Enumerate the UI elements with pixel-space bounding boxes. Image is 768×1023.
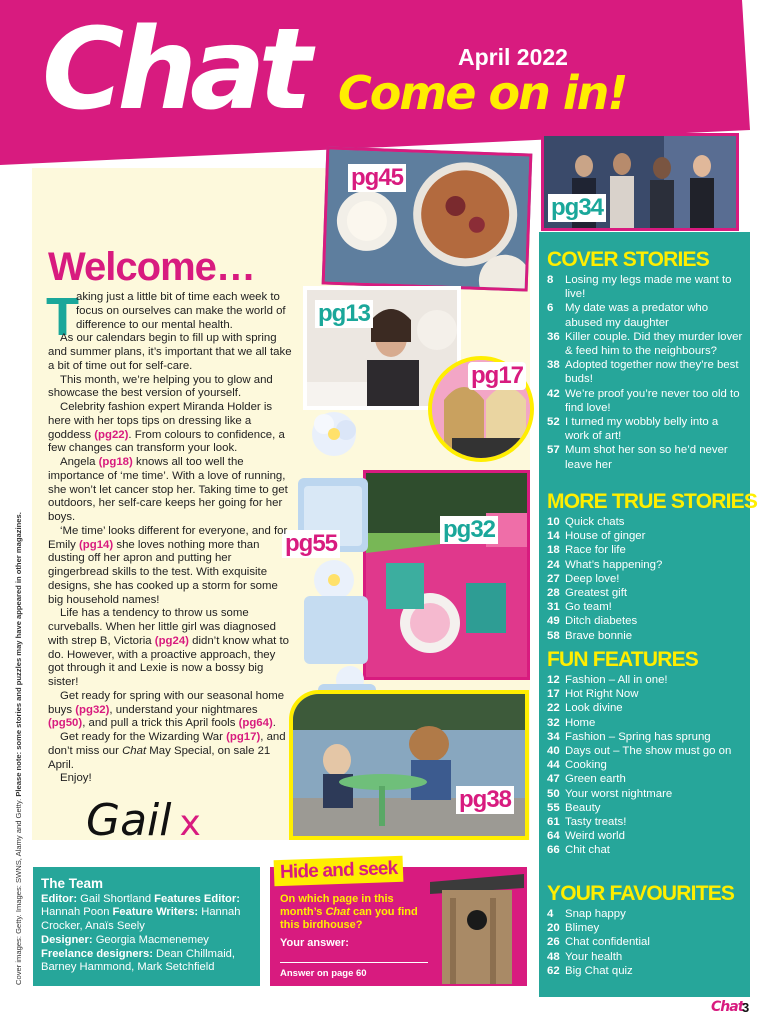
contents-item-title: We’re proof you’re never too old to find love! <box>565 387 740 414</box>
your-favourites-title: YOUR FAVOURITES <box>547 882 735 905</box>
welcome-paragraph: ‘Me time’ looks different for everyone, and for Emily (pg14) she loves nothing more than dusting off her apron and putting her gingerbread skills to the test. With exquisite designs, she has cooked up a storm for some big household names! <box>48 524 288 606</box>
contents-page-number: 6 <box>547 302 554 315</box>
editor-signature: Gail x <box>86 795 201 846</box>
contents-page-number: 12 <box>547 674 560 686</box>
contents-item-title: Losing my legs made me want to live! <box>565 274 732 301</box>
contents-item <box>547 273 745 301</box>
contents-item-title: Mum shot her son so he’d never leave her <box>565 444 728 471</box>
page-reference: (pg64) <box>238 717 273 730</box>
contents-page-number: 40 <box>547 745 560 758</box>
more-true-stories-title: MORE TRUE STORIES <box>547 490 758 513</box>
page-label-friends: pg17 <box>468 362 526 390</box>
page-label-crumble: pg45 <box>348 164 406 192</box>
contents-page-number: 50 <box>547 787 560 800</box>
contents-item <box>547 907 745 921</box>
contents-page-number: 36 <box>547 330 560 343</box>
contents-page-number: 64 <box>547 830 560 843</box>
welcome-paragraph: Angela (pg18) knows all too well the importance of ‘me time’. With a love of running, she won’t let cancer stop her. Taking time to get outdoors, her self-care keeps her going for her boys. <box>48 456 288 523</box>
welcome-signoff: Enjoy! <box>60 772 92 785</box>
contents-item <box>547 815 745 829</box>
contents-page-number: 14 <box>547 530 560 543</box>
picnic-photo <box>363 470 530 680</box>
contents-item-title: Days out – The show must go on <box>565 745 732 758</box>
contents-item-title: Greatest gift <box>565 587 628 600</box>
magazine-logo: Chat <box>42 5 306 135</box>
contents-item <box>547 950 745 964</box>
contents-item-title: Deep love! <box>565 572 620 585</box>
contents-page-number: 26 <box>547 936 560 949</box>
contents-page-number: 24 <box>547 558 560 571</box>
fun-features-title: FUN FEATURES <box>547 648 699 671</box>
contents-page-number: 42 <box>547 387 560 400</box>
contents-item <box>547 829 745 843</box>
welcome-paragraph: Get ready for the Wizarding War (pg17), and don’t miss our Chat May Special, on sale 21 April. <box>48 731 286 771</box>
page-reference: (pg22) <box>94 428 129 441</box>
page-label-perfume: pg55 <box>282 530 340 558</box>
contents-page-number: 38 <box>547 359 560 372</box>
answer-label: Your answer: <box>280 937 349 949</box>
page-reference: (pg14) <box>79 538 114 551</box>
welcome-body <box>46 287 294 786</box>
footer-logo: Chat <box>711 999 744 1015</box>
page-reference: (pg17) <box>226 731 261 743</box>
contents-item <box>547 330 745 358</box>
contents-item <box>547 772 745 786</box>
contents-item <box>547 614 745 628</box>
contents-item-title: Look divine <box>565 702 623 715</box>
contents-page-number: 48 <box>547 950 560 963</box>
contents-item-title: Fashion – Spring has sprung <box>565 730 711 743</box>
perfume-photo <box>290 400 378 718</box>
contents-page-number: 22 <box>547 702 560 715</box>
contents-item-title: Home <box>565 716 596 729</box>
contents-item <box>547 701 745 715</box>
contents-page-number: 20 <box>547 922 560 935</box>
contents-item-title: Fashion – All in one! <box>565 674 668 686</box>
contents-item <box>547 515 745 529</box>
contents-item-title: Race for life <box>565 544 626 557</box>
contents-item-title: Beauty <box>565 801 601 814</box>
team-credits: Editor: Gail Shortland Features Editor: Hannah Poon Feature Writers: Hannah Crocker, Anaïs Seely Designer: Georgia Macmenemey Freelance designers: Dean Chillmaid, Barney Hammond, Mark Setchfield <box>41 892 241 974</box>
contents-item <box>547 716 745 730</box>
contents-item-title: House of ginger <box>565 530 646 543</box>
birdhouse-image <box>428 868 526 984</box>
contents-item <box>547 529 745 543</box>
contents-page-number: 4 <box>547 908 554 920</box>
contents-item-title: Snap happy <box>565 908 626 920</box>
contents-page-number: 10 <box>547 516 560 528</box>
page-label-picnic: pg32 <box>440 516 498 544</box>
contents-item-title: Ditch diabetes <box>565 615 638 628</box>
contents-page-number: 61 <box>547 816 560 829</box>
contents-item <box>547 921 745 935</box>
contents-page-number: 18 <box>547 544 560 557</box>
hide-and-seek-question: On which page in this month’s Chat can you find this birdhouse? <box>280 893 418 932</box>
welcome-paragraph: As our calendars begin to fill up with spring and summer plans, it’s important that we all take a bit of time out for self-care. <box>48 332 292 372</box>
your-favourites-list <box>547 907 745 978</box>
contents-item <box>547 787 745 801</box>
contents-item-title: Killer couple. Did they murder lover & feed him to the neighbours? <box>565 330 743 358</box>
drop-cap: T <box>46 287 79 347</box>
contents-item <box>547 586 745 600</box>
contents-item-title: Go team! <box>565 601 612 614</box>
contents-page-number: 52 <box>547 416 560 429</box>
contents-page-number: 62 <box>547 964 560 977</box>
contents-item <box>547 629 745 643</box>
contents-item <box>547 801 745 815</box>
page-tagline: Come on in! <box>338 66 627 120</box>
contents-page-number: 31 <box>547 601 560 614</box>
dog-photo <box>289 690 529 840</box>
contents-item <box>547 301 745 329</box>
cover-stories-list <box>547 273 745 472</box>
contents-page-number: 66 <box>547 844 560 857</box>
contents-item <box>547 744 745 758</box>
team-title: The Team <box>41 876 104 891</box>
page-number: 3 <box>742 1000 750 1015</box>
page-reference: (pg50) <box>48 717 83 730</box>
contents-item <box>547 358 745 386</box>
contents-item-title: Adopted together now they’re best buds! <box>565 359 739 386</box>
contents-page-number: 49 <box>547 615 560 628</box>
contents-item <box>547 758 745 772</box>
team-box <box>33 867 260 986</box>
contents-item-title: Chat confidential <box>565 936 650 949</box>
contents-item-title: Blimey <box>565 922 600 935</box>
contents-page-number: 57 <box>547 444 560 457</box>
contents-page-number: 28 <box>547 587 560 600</box>
answer-page-note: Answer on page 60 <box>280 968 367 979</box>
contents-page-number: 34 <box>547 730 560 743</box>
contents-item <box>547 387 745 415</box>
cover-stories-title: COVER STORIES <box>547 248 709 271</box>
welcome-paragraph: Get ready for spring with our seasonal home buys (pg32), understand your nightmares (pg50), and pull a trick this April fools (pg64). <box>48 689 285 730</box>
image-credit: Cover images: Getty. Images: SWNS, Alamy and Getty. Please note: some stories and puzzles may have appeared in other magazines. <box>14 512 23 985</box>
contents-item-title: Brave bonnie <box>565 629 633 642</box>
contents-item-title: Big Chat quiz <box>565 964 633 977</box>
contents-item-title: I turned my wobbly belly into a work of art! <box>565 416 719 443</box>
welcome-title: Welcome… <box>48 245 255 289</box>
fun-features-list <box>547 673 745 858</box>
contents-item-title: Your health <box>565 950 623 963</box>
contents-item-title: My date was a predator who abused my daughter <box>565 302 709 329</box>
welcome-paragraph: Celebrity fashion expert Miranda Holder is here with her tops tips on dressing like a goddess (pg22). From colours to confidence, a few changes can transform your look. <box>48 401 285 455</box>
contents-item-title: Green earth <box>565 773 626 786</box>
issue-date: April 2022 <box>458 44 568 70</box>
page-reference: (pg24) <box>154 634 189 647</box>
contents-page-number: 32 <box>547 716 560 729</box>
contents-item-title: Your worst nightmare <box>565 787 673 800</box>
contents-item-title: Weird world <box>565 830 625 843</box>
contents-item <box>547 687 745 701</box>
contents-item <box>547 964 745 978</box>
contents-page-number: 17 <box>547 688 560 701</box>
contents-item-title: What’s happening? <box>565 558 663 571</box>
contents-page-number: 47 <box>547 773 560 786</box>
hide-and-seek-title: Hide and seek <box>274 856 404 886</box>
contents-item <box>547 843 745 857</box>
page-label-sewing: pg13 <box>315 300 373 328</box>
contents-item-title: Chit chat <box>565 844 610 857</box>
welcome-paragraph: aking just a little bit of time each week to focus on ourselves can make the world of difference to our mental health. <box>76 291 286 331</box>
contents-item-title: Quick chats <box>565 516 625 528</box>
welcome-paragraph: Life has a tendency to throw us some curveballs. When her little girl was diagnosed with strep B, Victoria (pg24) didn’t know what to do. However, with a proactive approach, they got through it and Lexie is now a bossy big sister! <box>48 607 290 688</box>
contents-page-number: 8 <box>547 274 554 286</box>
contents-item <box>547 543 745 557</box>
contents-item <box>547 673 745 687</box>
more-true-stories-list <box>547 515 745 643</box>
contents-item <box>547 600 745 614</box>
page-label-dog: pg38 <box>456 786 514 814</box>
contents-page-number: 27 <box>547 572 560 585</box>
page-label-group: pg34 <box>548 194 606 222</box>
answer-line <box>280 962 428 963</box>
contents-item-title: Hot Right Now <box>565 688 639 701</box>
contents-item <box>547 572 745 586</box>
page-reference: (pg18) <box>98 456 133 468</box>
contents-item <box>547 415 745 443</box>
welcome-paragraph: This month, we’re helping you to glow and showcase the best version of yourself. <box>48 373 273 400</box>
contents-item <box>547 730 745 744</box>
contents-item <box>547 935 745 949</box>
contents-page-number: 58 <box>547 629 560 642</box>
contents-item-title: Tasty treats! <box>565 816 627 829</box>
contents-page-number: 55 <box>547 801 560 814</box>
contents-item <box>547 558 745 572</box>
contents-item-title: Cooking <box>565 759 607 772</box>
page-reference: (pg32) <box>75 703 110 716</box>
contents-item <box>547 443 745 471</box>
contents-page-number: 44 <box>547 759 560 772</box>
